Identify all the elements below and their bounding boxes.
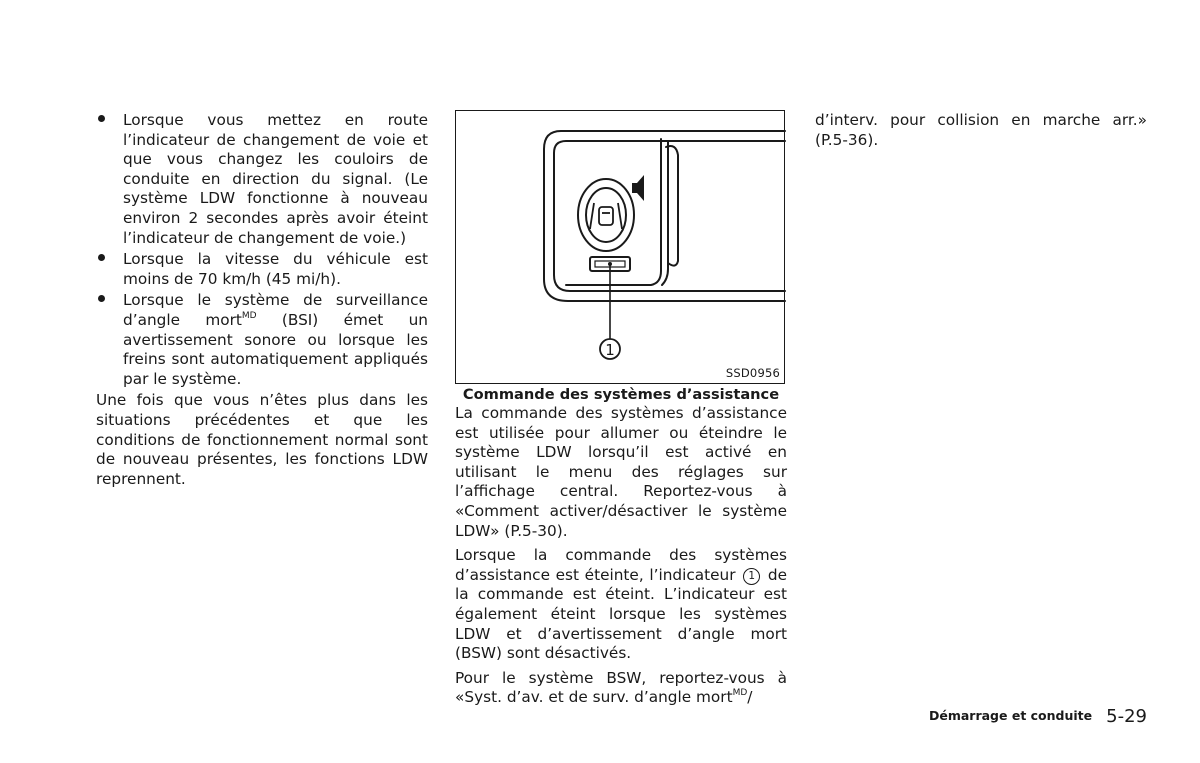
bullet-text-start: Lorsque le système de surveillance d’angle mort	[123, 291, 428, 329]
bullet-item	[96, 111, 428, 248]
figure-box	[455, 110, 785, 384]
bullet-item	[96, 250, 428, 289]
body-paragraph	[455, 669, 787, 708]
trademark-superscript: MD	[241, 310, 257, 321]
paragraph-text-end: /	[747, 688, 753, 707]
right-column	[815, 111, 1147, 155]
page-footer	[929, 706, 1147, 727]
figure-caption: Commande des systèmes d’assistance	[462, 386, 780, 403]
paragraph-text-end: de la commande est éteint. L’indicateur est également éteint lorsque les systèmes LDW et d’avertissement d’angle mort (BSW) sont désactivés.	[455, 565, 787, 663]
body-paragraph	[455, 546, 787, 664]
bullet-dot-icon	[98, 254, 105, 261]
page-number: 5-29	[1106, 706, 1147, 727]
figure-code: SSD0956	[725, 366, 780, 380]
bullet-text: Lorsque vous mettez en route l’indicateur de changement de voie et que vous changez les couloirs de conduite en direction du signal. (Le système LDW fonctionne à nouveau environ 2 secondes après avoir éteint l’indicateur de changement de voie.)	[123, 111, 428, 247]
body-paragraph: Une fois que vous n’êtes plus dans les situations précédentes et que les conditions de fonctionnement normal sont de nouveau présentes, les fonctions LDW reprennent.	[96, 391, 428, 488]
left-column	[96, 111, 428, 494]
middle-column	[455, 404, 787, 713]
bullet-dot-icon	[98, 295, 105, 302]
bullet-text: Lorsque la vitesse du véhicule est moins de 70 km/h (45 mi/h).	[123, 250, 428, 288]
paragraph-text-start: Pour le système BSW, reportez-vous à «Syst. d’av. et de surv. d’angle mort	[455, 668, 787, 707]
section-title: Démarrage et conduite	[928, 708, 1093, 723]
lane-car-icon	[590, 203, 622, 229]
indicator-marker: 1	[743, 568, 760, 585]
trademark-superscript: MD	[732, 688, 748, 699]
bullet-item	[96, 291, 428, 389]
bullet-dot-icon	[98, 115, 105, 122]
callout-number: 1	[605, 341, 615, 359]
body-paragraph: d’interv. pour collision en marche arr.» (P.5-36).	[815, 111, 1147, 149]
bullet-text-end: (BSI) émet un avertissement sonore ou lorsque les freins sont automatiquement appliqués par le système.	[123, 310, 428, 388]
body-paragraph: La commande des systèmes d’assistance est utilisée pour allumer ou éteindre le système LDW lorsqu’il est activé en utilisant le menu des réglages sur l’affichage central. Reportez-vous à «Comment activer/désactiver le système LDW» (P.5-30).	[455, 404, 787, 540]
paragraph-text-start: Lorsque la commande des systèmes d’assistance est éteinte, l’indicateur	[455, 546, 787, 584]
speaker-icon	[632, 175, 644, 201]
assistance-switch-illustration	[456, 111, 786, 385]
